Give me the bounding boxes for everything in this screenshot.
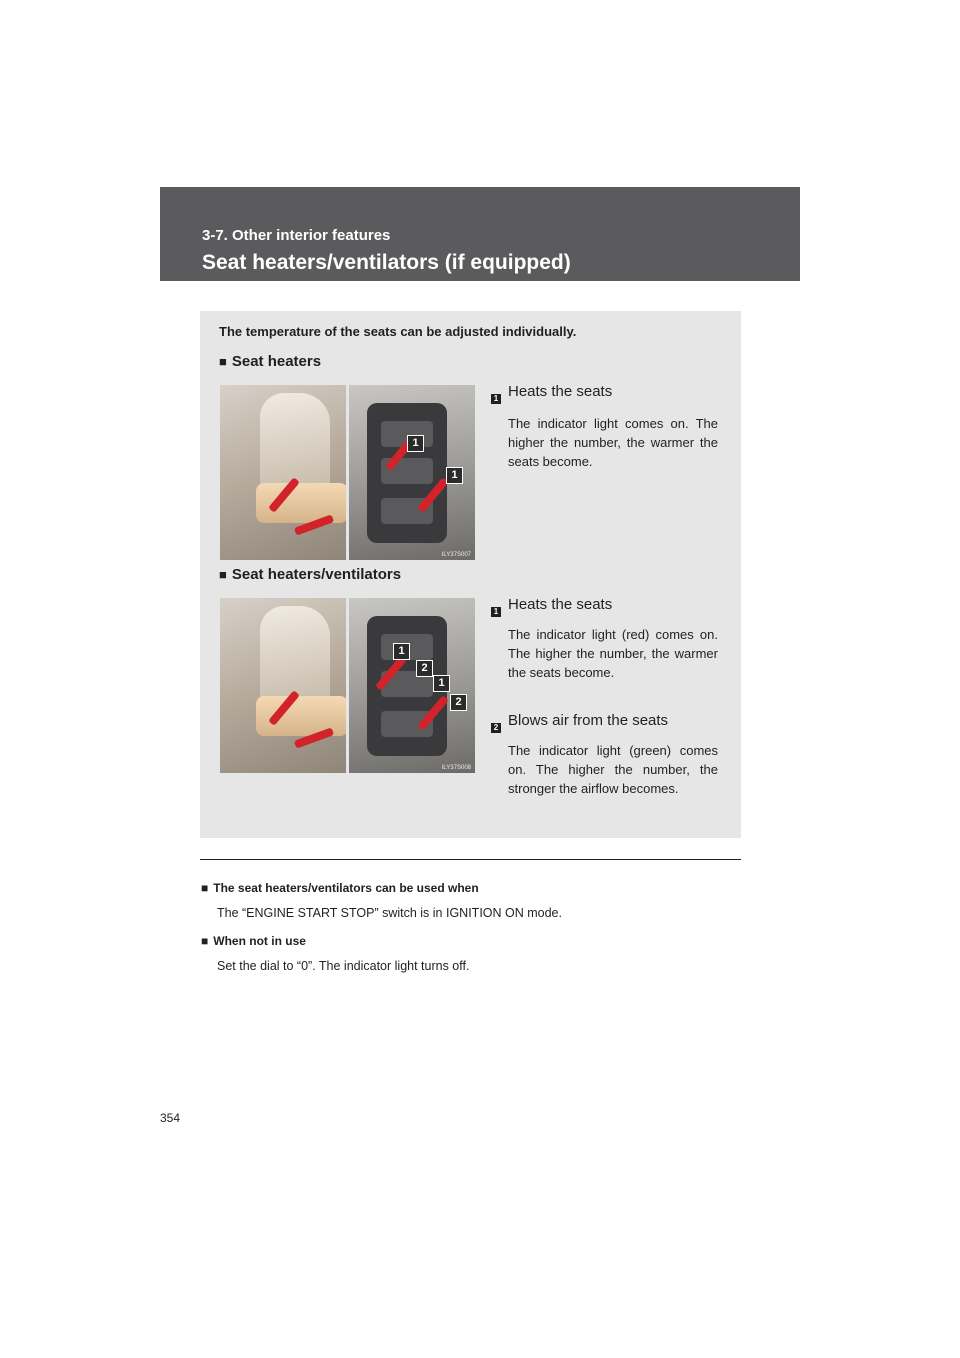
seat-photo bbox=[220, 598, 346, 773]
square-bullet-icon: ■ bbox=[201, 881, 209, 895]
section-divider bbox=[200, 859, 741, 860]
item-title: Blows air from the seats bbox=[508, 712, 669, 729]
note-title bbox=[201, 934, 306, 948]
feature-panel bbox=[200, 311, 741, 838]
callout-1-badge: 1 bbox=[446, 467, 463, 484]
note-title bbox=[201, 881, 479, 895]
item-number-badge: 1 bbox=[491, 607, 501, 617]
item-title: Heats the seats bbox=[508, 596, 613, 613]
item-number-badge: 1 bbox=[491, 394, 501, 404]
item-title: Heats the seats bbox=[508, 383, 613, 400]
square-bullet-icon: ■ bbox=[219, 354, 227, 369]
seat-heaters-figure bbox=[220, 385, 475, 560]
figure-code: ILY37S007 bbox=[441, 552, 471, 558]
square-bullet-icon: ■ bbox=[201, 934, 209, 948]
note-title-label: When not in use bbox=[213, 934, 306, 948]
callout-1-badge: 1 bbox=[407, 435, 424, 452]
callout-1-badge: 1 bbox=[433, 675, 450, 692]
switch-panel-photo bbox=[349, 598, 475, 773]
figure-code: ILY37S008 bbox=[441, 765, 471, 771]
square-bullet-icon: ■ bbox=[219, 567, 227, 582]
item-description: The indicator light comes on. The higher the number, the warmer the seats become. bbox=[508, 416, 718, 469]
intro-text: The temperature of the seats can be adjusted individually. bbox=[219, 324, 577, 339]
callout-1-badge: 1 bbox=[393, 643, 410, 660]
item-number-badge: 2 bbox=[491, 723, 501, 733]
subhead-seat-heaters bbox=[219, 353, 321, 370]
chapter-header bbox=[160, 187, 800, 281]
switch-panel-photo bbox=[349, 385, 475, 560]
seat-photo bbox=[220, 385, 346, 560]
section-label: 3-7. Other interior features bbox=[202, 227, 391, 244]
note-text: Set the dial to “0”. The indicator light turns off. bbox=[217, 959, 470, 973]
note-text: The “ENGINE START STOP” switch is in IGNITION ON mode. bbox=[217, 906, 562, 920]
subhead-seat-heaters-ventilators-label: Seat heaters/ventilators bbox=[231, 566, 402, 583]
page-number: 354 bbox=[160, 1111, 181, 1125]
item-description: The indicator light (green) comes on. The higher the number, the stronger the airflow becomes. bbox=[508, 743, 718, 796]
subhead-seat-heaters-label: Seat heaters bbox=[231, 353, 322, 370]
note-title-label: The seat heaters/ventilators can be used when bbox=[213, 881, 479, 895]
callout-2-badge: 2 bbox=[416, 660, 433, 677]
seat-heaters-ventilators-figure bbox=[220, 598, 475, 773]
callout-2-badge: 2 bbox=[450, 694, 467, 711]
subhead-seat-heaters-ventilators bbox=[219, 566, 401, 583]
item-description: The indicator light (red) comes on. The higher the number, the warmer the seats become. bbox=[508, 627, 718, 680]
page-title: Seat heaters/ventilators (if equipped) bbox=[202, 251, 571, 274]
switch-panel-icon bbox=[367, 403, 447, 543]
